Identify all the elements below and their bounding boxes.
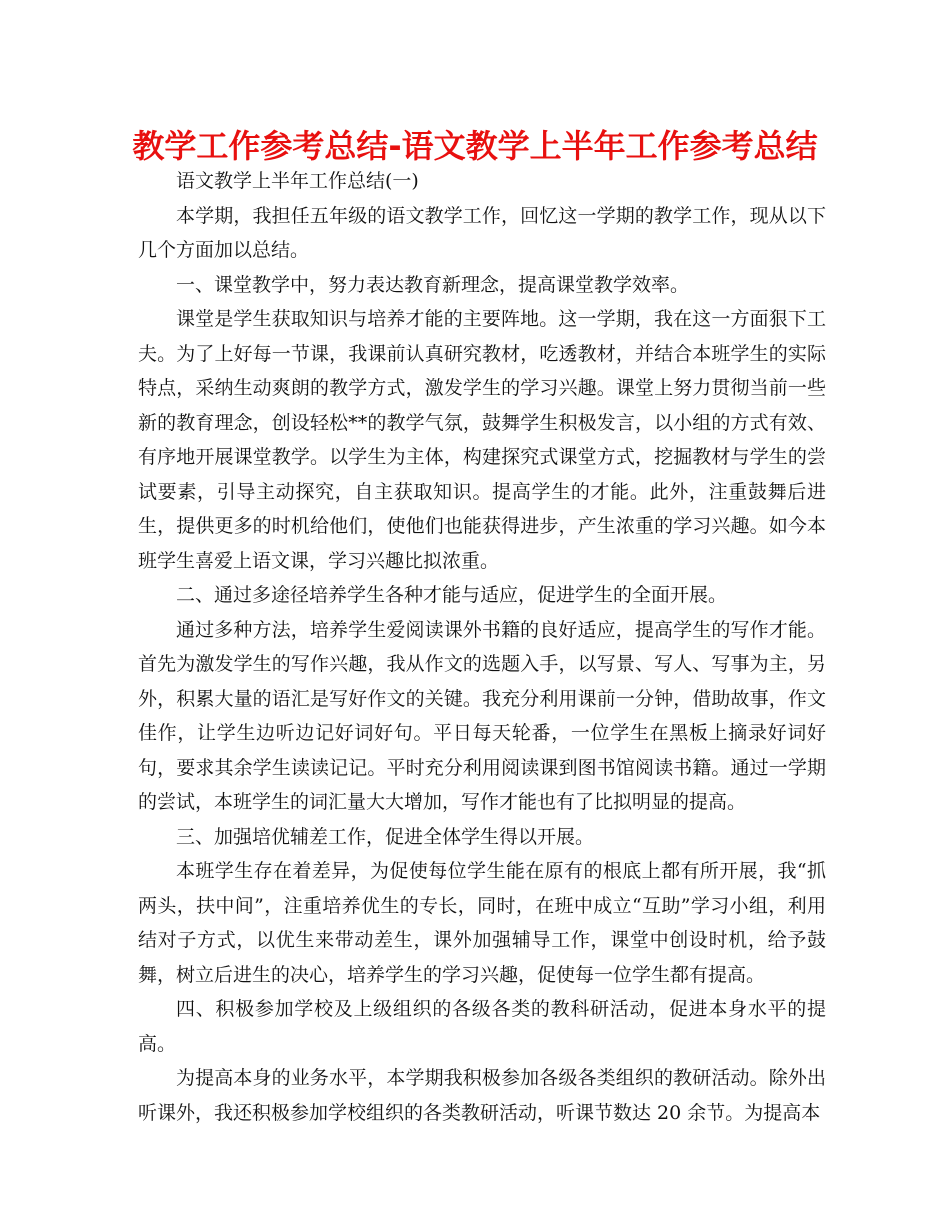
section-heading-4: 四、积极参加学校及上级组织的各级各类的教科研活动，促进本身水平的提高。 [138, 998, 826, 1055]
paragraph-2: 通过多种方法，培养学生爱阅读课外书籍的良好适应，提高学生的写作才能。首先为激发学生的写作兴趣，我从作文的选题入手，以写景、写人、写事为主，另外，积累大量的语汇是写好作文的关键。我充分利用课前一分钟，借助故事，作文佳作，让学生边听边记好词好句。平日每天轮番，一位学生在黑板上摘录好词好句，要求其余学生读读记记。平时充分利用阅读课到图书馆阅读书籍。通过一学期的尝试，本班学生的词汇量大大增加，写作才能也有了比拟明显的提高。 [138, 618, 826, 813]
section-subtitle: 语文教学上半年工作总结(一) [176, 170, 419, 192]
paragraph-1: 课堂是学生获取知识与培养才能的主要阵地。这一学期，我在这一方面狠下工夫。为了上好每一节课，我课前认真研究教材，吃透教材，并结合本班学生的实际特点，采纳生动爽朗的教学方式，激发学生的学习兴趣。课堂上努力贯彻当前一些新的教育理念，创设轻松**的教学气氛，鼓舞学生积极发言，以小组的方式有效、有序地开展课堂教学。以学生为主体，构建探究式课堂方式，挖掘教材与学生的尝试要素，引导主动探究，自主获取知识。提高学生的才能。此外，注重鼓舞后进生，提供更多的时机给他们，使他们也能获得进步，产生浓重的学习兴趣。如今本班学生喜爱上语文课，学习兴趣比拟浓重。 [138, 308, 826, 572]
document-title: 教学工作参考总结-语文教学上半年工作参考总结 [132, 127, 818, 165]
paragraph-3: 本班学生存在着差异，为促使每位学生能在原有的根底上都有所开展，我“抓两头，扶中间”，注重培养优生的专长，同时，在班中成立“互助”学习小组，利用结对子方式，以优生来带动差生，课外加强辅导工作，课堂中创设时机，给予鼓舞，树立后进生的决心，培养学生的学习兴趣，促使每一位学生都有提高。 [138, 860, 826, 986]
section-heading-1: 一、课堂教学中，努力表达教育新理念，提高课堂教学效率。 [176, 273, 690, 296]
paragraph-4: 为提高本身的业务水平，本学期我积极参加各级各类组织的教研活动。除外出听课外，我还积极参加学校组织的各类教研活动，听课节数达 20 余节。为提高本 [138, 1067, 826, 1124]
document-body [138, 164, 826, 1130]
section-heading-2: 二、通过多途径培养学生各种才能与适应，促进学生的全面开展。 [176, 584, 728, 606]
section-heading-3: 三、加强培优辅差工作，促进全体学生得以开展。 [176, 825, 595, 848]
paragraph-intro: 本学期，我担任五年级的语文教学工作，回忆这一学期的教学工作，现从以下几个方面加以总结。 [138, 204, 826, 261]
